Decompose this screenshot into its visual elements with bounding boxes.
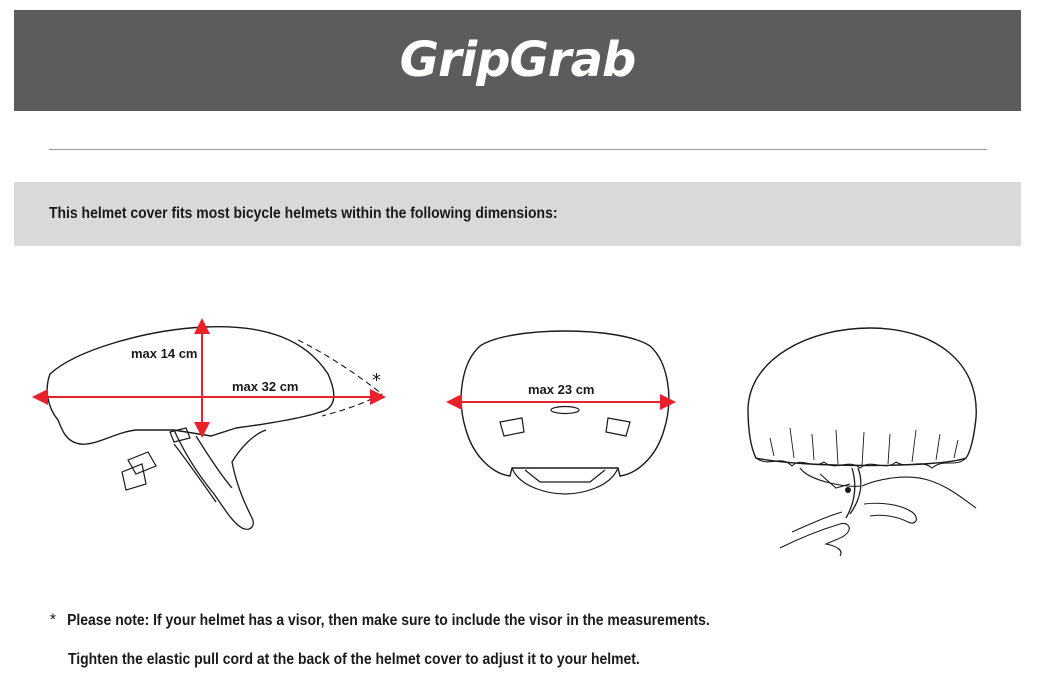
brand-logo: GripGrab bbox=[399, 31, 636, 88]
helmet-front-view-drawing bbox=[450, 318, 680, 498]
visor-note bbox=[50, 610, 710, 630]
cover-fabric-folds bbox=[770, 428, 958, 466]
length-label: max 32 cm bbox=[232, 379, 299, 394]
helmet-strap bbox=[174, 430, 266, 529]
pull-cord bbox=[846, 468, 861, 518]
section-divider bbox=[49, 149, 987, 150]
hand-right bbox=[862, 477, 976, 523]
front-vent-left bbox=[500, 418, 524, 436]
width-label: max 23 cm bbox=[528, 382, 595, 397]
brand-header bbox=[14, 10, 1021, 111]
dimensions-banner bbox=[14, 182, 1021, 246]
helmet-side-view-illustration bbox=[36, 312, 396, 542]
helmet-front-view-illustration bbox=[450, 318, 680, 498]
front-chin-section bbox=[512, 468, 618, 494]
visor-note-text: Please note: If your helmet has a visor, then make sure to include the visor in the measurements. bbox=[67, 612, 710, 629]
cover-dome bbox=[748, 328, 976, 466]
visor-asterisk: * bbox=[372, 370, 381, 391]
front-shell-outline bbox=[461, 331, 669, 476]
front-vent-right bbox=[606, 418, 630, 436]
cord-stopper bbox=[845, 487, 851, 493]
hand-left bbox=[780, 512, 849, 556]
helmet-side-view-drawing bbox=[36, 312, 396, 542]
cover-underside bbox=[800, 468, 860, 488]
tighten-note: Tighten the elastic pull cord at the back of the helmet cover to adjust it to your helmet. bbox=[68, 651, 640, 668]
height-label: max 14 cm bbox=[131, 346, 198, 361]
helmet-cover-drawing bbox=[740, 318, 990, 563]
note-asterisk: * bbox=[50, 610, 56, 629]
front-vent-top bbox=[551, 407, 579, 414]
helmet-buckle bbox=[122, 452, 156, 490]
dimensions-heading: This helmet cover fits most bicycle helmets within the following dimensions: bbox=[49, 205, 558, 222]
helmet-cover-fitted-illustration bbox=[740, 318, 990, 563]
visor-outline bbox=[298, 340, 382, 416]
